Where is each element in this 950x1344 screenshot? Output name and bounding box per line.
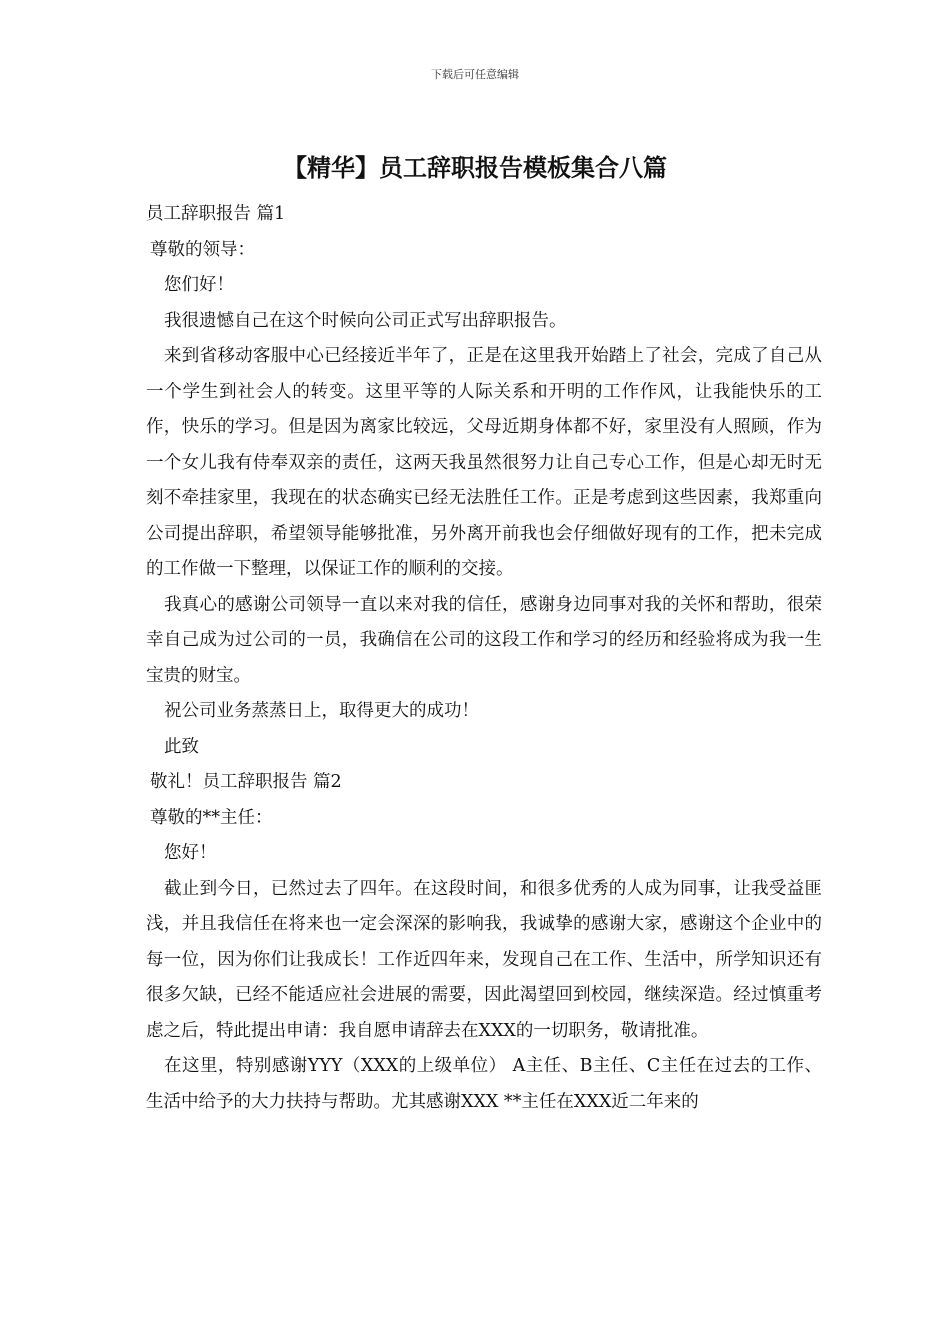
closing: 此致 [164,736,199,757]
paragraph: 在这里，特别感谢YYY（XXX的上级单位） A主任、B主任、C主任在过去的工作、生活中给予的大力扶持与帮助。尤其感谢XXX **主任在XXX近二年来的 [146,1056,822,1112]
page-header: 下载后可任意编辑 [431,68,519,81]
regards-and-heading: 敬礼！员工辞职报告 篇2 [150,772,342,792]
paragraph: 截止到今日，已然过去了四年。在这段时间，和很多优秀的人成为同事，让我受益匪浅，并且我信任在将来也一定会深深的影响我，我诚挚的感谢大家，感谢这个企业中的每一位，因为你们让我成长！工作近四年来，发现自己在工作、生活中，所学知识还有很多欠缺，已经不能适应社会进展的需要，因此渴望回到校园，继续深造。经过慎重考虑之后，特此提出申请：我自愿申请辞去在XXX的一切职务，敬请批准。 [146,878,822,1041]
paragraph: 我真心的感谢公司领导一直以来对我的信任，感谢身边同事对我的关怀和帮助，很荣幸自己成为过公司的一员，我确信在公司的这段工作和学习的经历和经验将成为我一生宝贵的财宝。 [146,594,822,686]
salutation: 尊敬的领导： [150,239,255,260]
paragraph: 来到省移动客服中心已经接近半年了，正是在这里我开始踏上了社会，完成了自己从一个学生到社会人的转变。这里平等的人际关系和开明的工作作风，让我能快乐的工作，快乐的学习。但是因为离家比较远，父母近期身体都不好，家里没有人照顾，作为一个女儿我有侍奉双亲的责任，这两天我虽然很努力让自己专心工作，但是心却无时无刻不牵挂家里，我现在的状态确实已经无法胜任工作。正是考虑到这些因素，我郑重向公司提出辞职，希望领导能够批准，另外离开前我也会仔细做好现有的工作，把未完成的工作做一下整理，以保证工作的顺利的交接。 [146,346,822,579]
greeting: 您们好！ [164,275,234,295]
greeting: 您好！ [164,843,217,863]
salutation: 尊敬的**主任： [150,807,273,828]
document-body [146,197,822,1120]
document-title: 【精华】员工辞职报告模板集合八篇 [283,153,667,182]
paragraph: 祝公司业务蒸蒸日上，取得更大的成功！ [164,701,479,721]
paragraph: 我很遗憾自己在这个时候向公司正式写出辞职报告。 [164,310,567,331]
section-heading: 员工辞职报告 篇1 [146,204,286,224]
